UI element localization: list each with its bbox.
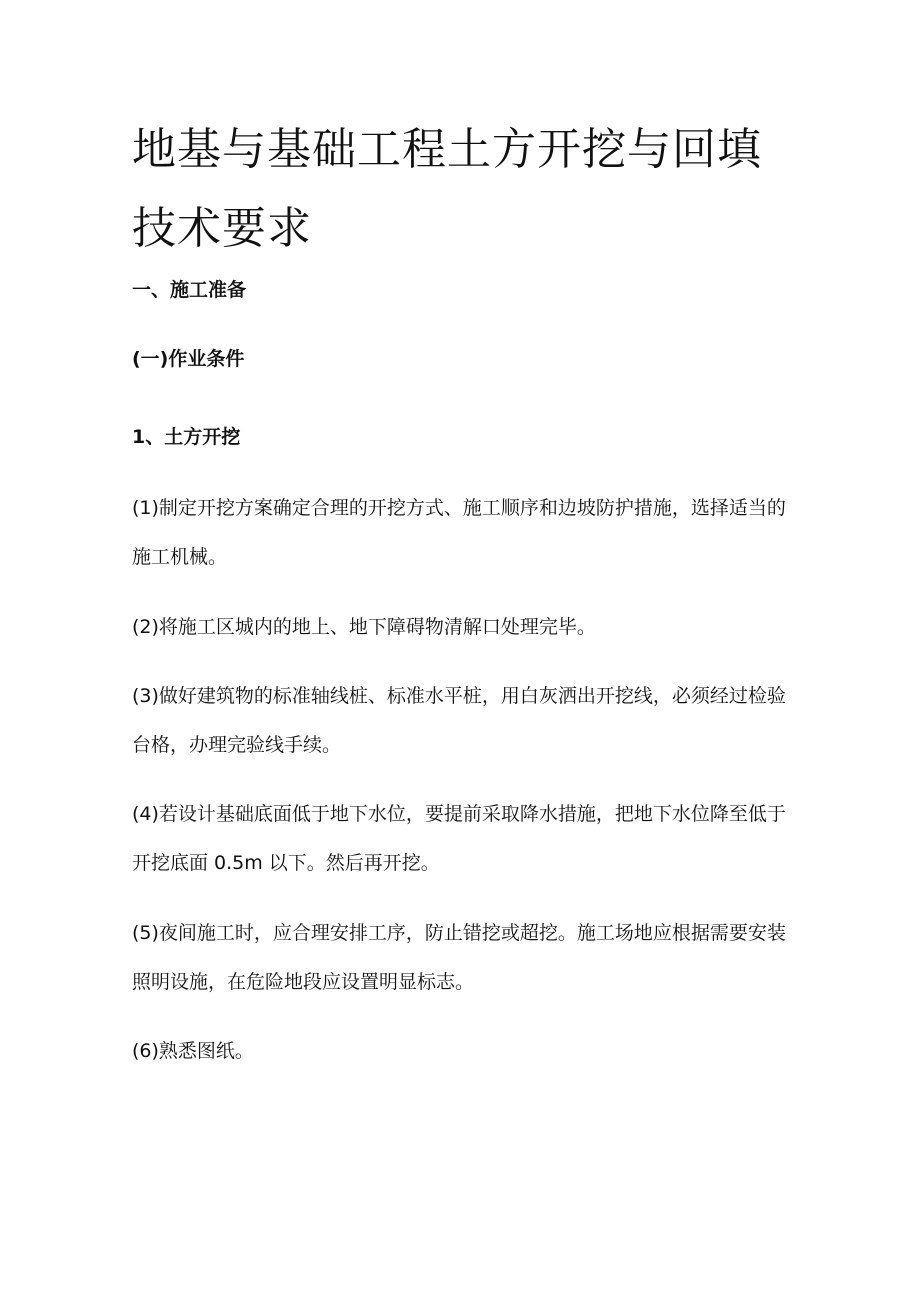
paragraph-4: (4)若设计基础底面低于地下水位，要提前采取降水措施，把地下水位降至低于开挖底面 0.5m 以下。然后再开挖。 bbox=[132, 803, 786, 874]
subsection-heading: (一)作业条件 bbox=[132, 348, 245, 370]
document-title-line-2: 技术要求 bbox=[132, 203, 312, 254]
paragraph-1: (1)制定开挖方案确定合理的开挖方式、施工顺序和边坡防护措施，选择适当的施工机械。 bbox=[132, 497, 786, 568]
document-title-line-1: 地基与基础工程土方开挖与回填 bbox=[132, 124, 762, 175]
section-heading: 一、施工准备 bbox=[132, 279, 247, 301]
item-heading: 1、土方开挖 bbox=[132, 426, 241, 448]
paragraph-2: (2)将施工区城内的地上、地下障碍物清解口处理完毕。 bbox=[132, 616, 596, 638]
paragraph-5: (5)夜间施工时，应合理安排工序，防止错挖或超挖。施工场地应根据需要安装照明设施，在危险地段应设置明显标志。 bbox=[132, 922, 786, 993]
paragraph-3: (3)做好建筑物的标准轴线桩、标准水平桩，用白灰洒出开挖线，必须经过检验台格，办理完验线手续。 bbox=[132, 685, 786, 756]
paragraph-6: (6)熟悉图纸。 bbox=[132, 1040, 254, 1062]
